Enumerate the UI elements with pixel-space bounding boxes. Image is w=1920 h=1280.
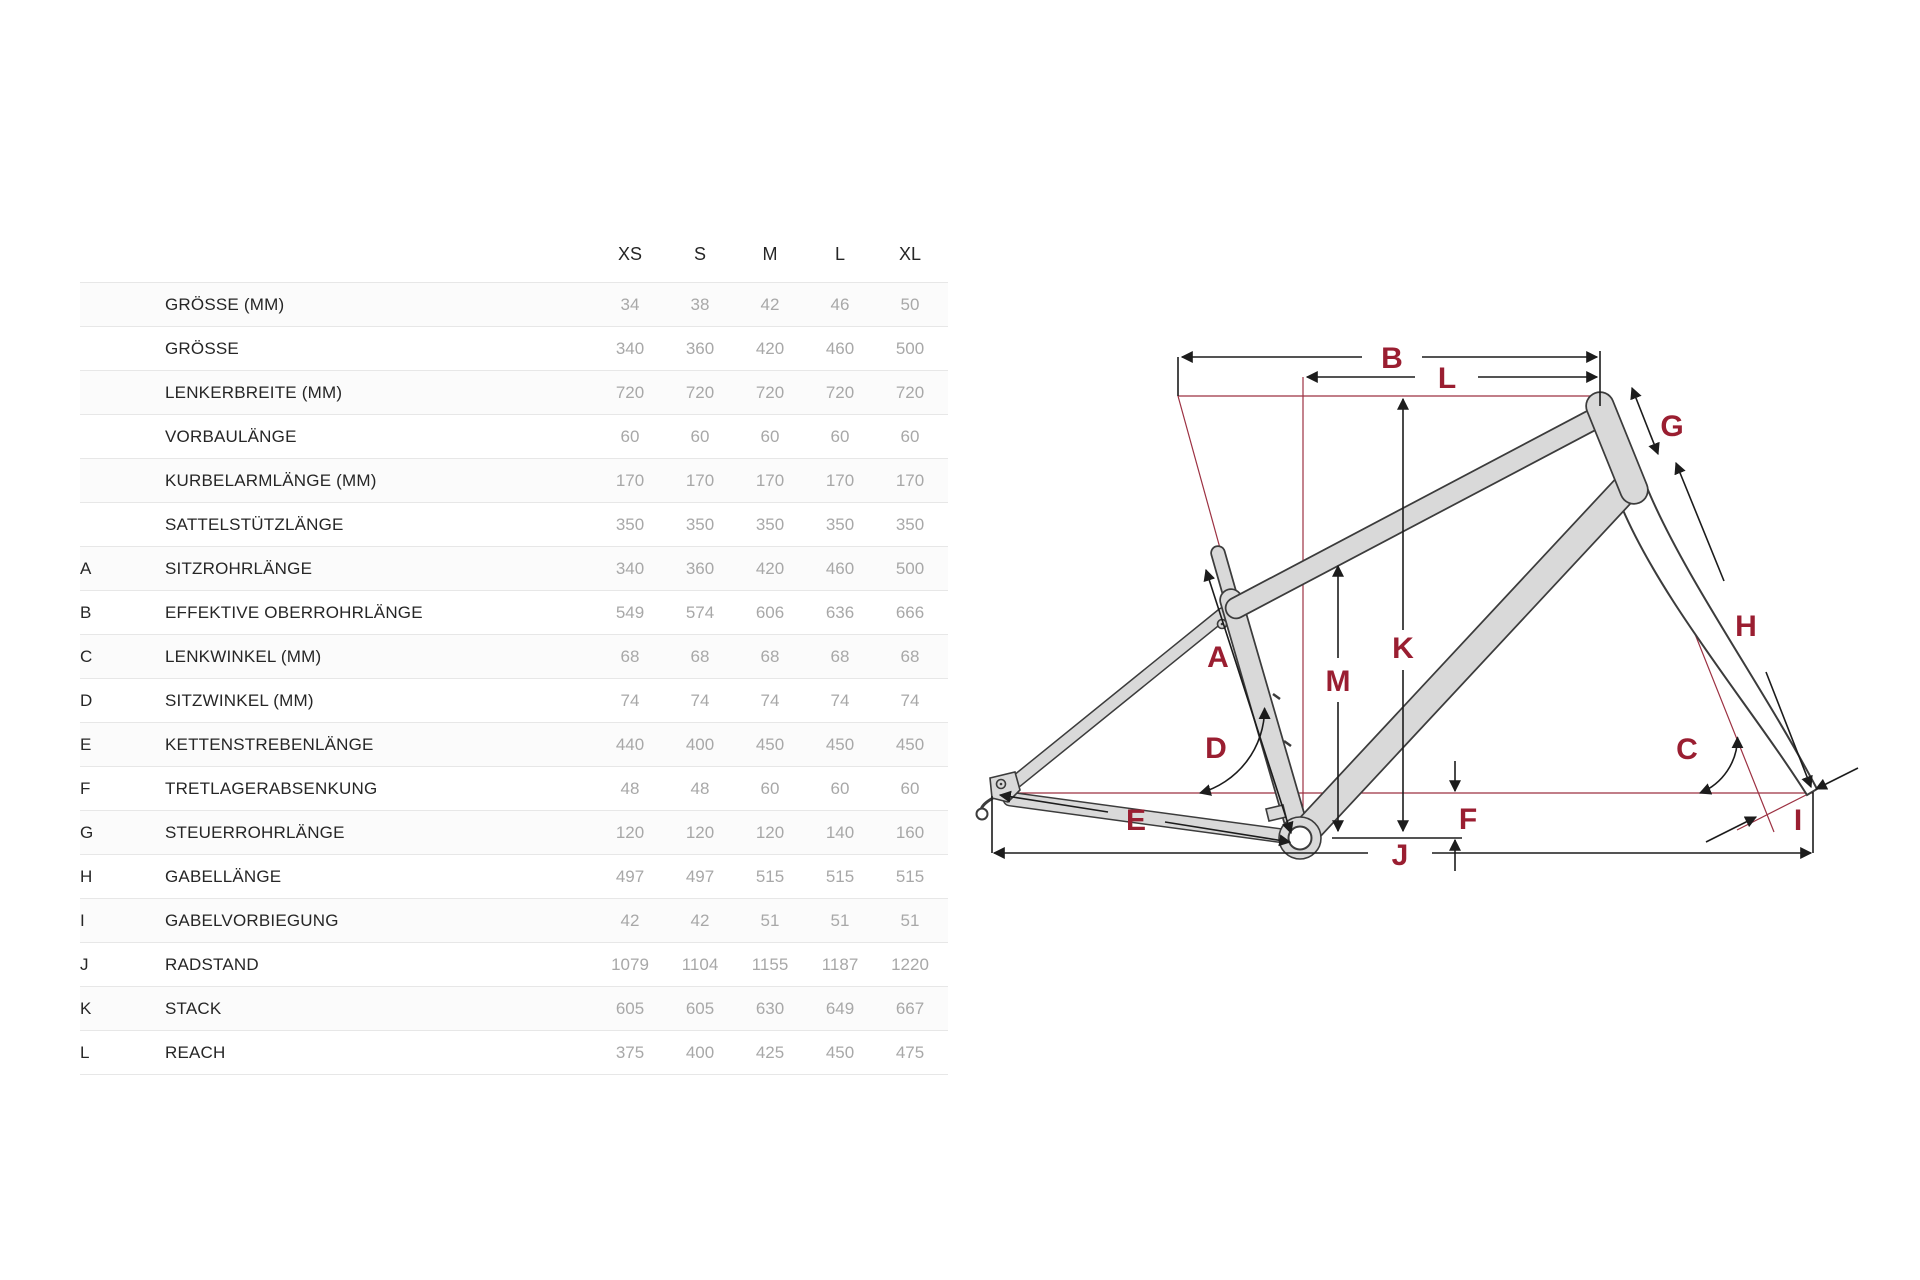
- row-value: 375: [615, 1042, 645, 1062]
- row-letter: J: [80, 954, 89, 974]
- table-row: [80, 986, 948, 1030]
- row-value: 450: [895, 734, 925, 754]
- row-value: 60: [830, 426, 850, 446]
- table-row: [80, 942, 948, 986]
- geometry-diagram: [960, 210, 1880, 890]
- row-value: 60: [690, 426, 710, 446]
- row-value: 74: [830, 690, 850, 710]
- row-value: 549: [615, 602, 645, 622]
- dimension-C: [1676, 733, 1737, 793]
- row-value: 515: [895, 866, 925, 886]
- dimension-label-C: C: [1676, 733, 1698, 766]
- row-letter: C: [80, 646, 93, 666]
- row-value: 68: [760, 646, 780, 666]
- row-value: 48: [690, 778, 710, 798]
- row-value: 666: [895, 602, 925, 622]
- table-row: [80, 1030, 948, 1075]
- row-value: 605: [615, 998, 645, 1018]
- row-value: 170: [615, 470, 645, 490]
- dimension-label-K: K: [1392, 632, 1414, 665]
- row-value: 360: [685, 558, 715, 578]
- table-row: [80, 634, 948, 678]
- row-value: 450: [755, 734, 785, 754]
- dimension-E: [1000, 795, 1290, 842]
- dimension-label-F: F: [1458, 803, 1478, 836]
- row-value: 42: [760, 294, 780, 314]
- row-value: 606: [755, 602, 785, 622]
- head-tube: [1600, 406, 1634, 490]
- row-value: 720: [685, 382, 715, 402]
- row-letter: H: [80, 866, 93, 886]
- row-letter: K: [80, 998, 92, 1018]
- row-label: GABELLÄNGE: [165, 866, 282, 886]
- row-value: 170: [755, 470, 785, 490]
- row-value: 630: [755, 998, 785, 1018]
- dimension-label-E: E: [1125, 804, 1147, 837]
- table-row: [80, 810, 948, 854]
- dimension-K: [1392, 399, 1414, 831]
- row-value: 60: [830, 778, 850, 798]
- row-value: 1187: [821, 954, 859, 974]
- row-label: LENKWINKEL (MM): [165, 646, 322, 666]
- row-letter: D: [80, 690, 93, 710]
- column-header-l: L: [834, 243, 845, 264]
- dimension-label-A: A: [1207, 641, 1229, 674]
- row-label: GRÖSSE: [165, 338, 239, 358]
- derailleur-hanger: [977, 809, 988, 820]
- row-letter: B: [80, 602, 92, 622]
- row-value: 34: [620, 294, 640, 314]
- chain-stay: [1010, 799, 1298, 838]
- table-header: [80, 226, 948, 282]
- row-label: SITZWINKEL (MM): [165, 690, 314, 710]
- row-value: 350: [825, 514, 855, 534]
- row-value: 720: [895, 382, 925, 402]
- row-value: 50: [900, 294, 920, 314]
- row-value: 340: [615, 338, 645, 358]
- row-label: KURBELARMLÄNGE (MM): [165, 470, 377, 490]
- table-row: [80, 898, 948, 942]
- row-value: 170: [895, 470, 925, 490]
- row-label: SITZROHRLÄNGE: [165, 558, 313, 578]
- row-value: 720: [825, 382, 855, 402]
- row-value: 420: [755, 338, 785, 358]
- dimension-F: [1455, 761, 1477, 871]
- row-value: 450: [825, 1042, 855, 1062]
- table-row: [80, 722, 948, 766]
- row-value: 720: [615, 382, 645, 402]
- row-letter: I: [80, 910, 85, 930]
- row-value: 649: [825, 998, 855, 1018]
- row-value: 170: [685, 470, 715, 490]
- row-value: 51: [830, 910, 850, 930]
- row-value: 475: [895, 1042, 925, 1062]
- table-row: [80, 370, 948, 414]
- table-row: [80, 854, 948, 898]
- row-label: RADSTAND: [165, 954, 259, 974]
- row-value: 667: [895, 998, 925, 1018]
- dimension-label-M: M: [1325, 665, 1351, 698]
- dimension-label-G: G: [1660, 410, 1684, 443]
- row-value: 74: [620, 690, 640, 710]
- row-value: 68: [900, 646, 920, 666]
- table-row: [80, 502, 948, 546]
- row-value: 74: [900, 690, 920, 710]
- column-header-m: M: [762, 243, 778, 264]
- row-label: EFFEKTIVE OBERROHRLÄNGE: [165, 602, 423, 622]
- row-value: 574: [685, 602, 715, 622]
- row-value: 74: [690, 690, 710, 710]
- table-row: [80, 766, 948, 810]
- row-letter: E: [80, 734, 92, 754]
- row-value: 120: [755, 822, 785, 842]
- table-row: [80, 282, 948, 326]
- row-value: 38: [690, 294, 710, 314]
- row-value: 60: [900, 426, 920, 446]
- geometry-table: [80, 226, 948, 1075]
- row-value: 60: [620, 426, 640, 446]
- row-value: 60: [900, 778, 920, 798]
- column-header-xs: XS: [617, 243, 642, 264]
- row-value: 140: [825, 822, 855, 842]
- row-value: 350: [685, 514, 715, 534]
- table-row: [80, 414, 948, 458]
- row-value: 360: [685, 338, 715, 358]
- row-value: 720: [755, 382, 785, 402]
- row-value: 350: [615, 514, 645, 534]
- row-label: SATTELSTÜTZLÄNGE: [165, 514, 344, 534]
- row-value: 515: [825, 866, 855, 886]
- dimension-label-B: B: [1381, 342, 1403, 375]
- row-value: 68: [830, 646, 850, 666]
- seat-tube: [1231, 600, 1300, 838]
- fork-shape: [1620, 490, 1817, 795]
- row-value: 400: [685, 1042, 715, 1062]
- row-value: 46: [830, 294, 850, 314]
- row-value: 68: [690, 646, 710, 666]
- dimension-L: [1307, 362, 1597, 395]
- row-value: 170: [825, 470, 855, 490]
- row-value: 1104: [681, 954, 719, 974]
- row-label: STEUERROHRLÄNGE: [165, 822, 345, 842]
- row-letter: F: [80, 778, 91, 798]
- row-value: 350: [895, 514, 925, 534]
- row-value: 350: [755, 514, 785, 534]
- row-letter: G: [80, 822, 94, 842]
- dimension-label-D: D: [1205, 732, 1227, 765]
- row-value: 515: [755, 866, 785, 886]
- row-value: 497: [685, 866, 715, 886]
- row-value: 48: [620, 778, 640, 798]
- table-row: [80, 590, 948, 634]
- row-label: VORBAULÄNGE: [165, 426, 297, 446]
- row-value: 74: [760, 690, 780, 710]
- row-value: 636: [825, 602, 855, 622]
- table-row: [80, 546, 948, 590]
- row-value: 42: [690, 910, 710, 930]
- row-value: 68: [620, 646, 640, 666]
- seat-stay: [1008, 614, 1223, 788]
- row-value: 120: [615, 822, 645, 842]
- row-value: 440: [615, 734, 645, 754]
- row-value: 460: [825, 558, 855, 578]
- row-label: REACH: [165, 1042, 226, 1062]
- row-value: 425: [755, 1042, 785, 1062]
- table-row: [80, 326, 948, 370]
- dimension-G: [1632, 388, 1684, 454]
- row-value: 60: [760, 778, 780, 798]
- dimension-I: [1706, 768, 1858, 842]
- dimension-label-H: H: [1735, 610, 1757, 643]
- row-label: KETTENSTREBENLÄNGE: [165, 734, 374, 754]
- row-value: 460: [825, 338, 855, 358]
- row-value: 120: [685, 822, 715, 842]
- row-value: 400: [685, 734, 715, 754]
- dimension-label-I: I: [1793, 804, 1803, 837]
- row-label: LENKERBREITE (MM): [165, 382, 343, 402]
- row-label: GABELVORBIEGUNG: [165, 910, 339, 930]
- row-label: TRETLAGERABSENKUNG: [165, 778, 378, 798]
- row-value: 605: [685, 998, 715, 1018]
- row-letter: A: [80, 558, 92, 578]
- table-row: [80, 458, 948, 502]
- row-value: 340: [615, 558, 645, 578]
- row-value: 500: [895, 558, 925, 578]
- row-value: 1155: [751, 954, 789, 974]
- row-value: 497: [615, 866, 645, 886]
- table-body: [80, 282, 948, 1075]
- row-label: STACK: [165, 998, 222, 1018]
- dimension-label-L: L: [1437, 362, 1457, 395]
- dimension-label-J: J: [1391, 839, 1409, 872]
- row-value: 51: [900, 910, 920, 930]
- row-letter: L: [80, 1042, 90, 1062]
- row-value: 1220: [891, 954, 929, 974]
- row-value: 1079: [611, 954, 649, 974]
- row-value: 160: [895, 822, 925, 842]
- row-value: 450: [825, 734, 855, 754]
- bike-geometry-svg: [960, 210, 1880, 890]
- row-value: 60: [760, 426, 780, 446]
- column-header-xl: XL: [898, 243, 922, 264]
- table-row: [80, 678, 948, 722]
- row-value: 42: [620, 910, 640, 930]
- row-value: 420: [755, 558, 785, 578]
- row-value: 51: [760, 910, 780, 930]
- column-header-s: S: [693, 243, 706, 264]
- row-label: GRÖSSE (MM): [165, 294, 285, 314]
- row-value: 500: [895, 338, 925, 358]
